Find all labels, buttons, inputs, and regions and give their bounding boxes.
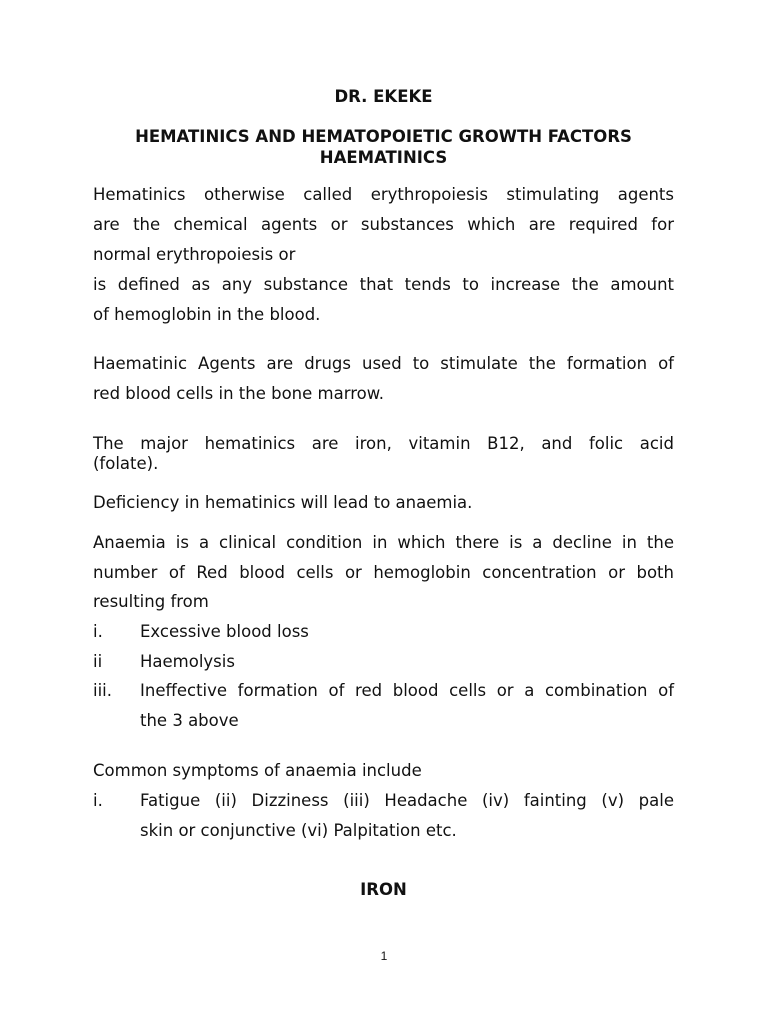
paragraph-5-line-1: Anaemia is a clinical condition in which there is a decline in the [93, 533, 674, 552]
paragraph-3-line-2: (folate). [93, 454, 159, 473]
paragraph-3-line-1: The major hematinics are iron, vitamin B12, and folic acid [93, 434, 674, 453]
paragraph-2-line-2: red blood cells in the bone marrow. [93, 384, 384, 403]
page-number: 1 [380, 949, 388, 963]
cause-2-text: Haemolysis [140, 652, 235, 671]
document-title: HEMATINICS AND HEMATOPOIETIC GROWTH FACTORS [135, 127, 632, 146]
symptoms-line-2: skin or conjunctive (vi) Palpitation etc. [140, 821, 457, 840]
paragraph-1-line-5: of hemoglobin in the blood. [93, 305, 321, 324]
cause-1-text: Excessive blood loss [140, 622, 309, 641]
paragraph-4: Deficiency in hematinics will lead to anaemia. [93, 493, 473, 512]
cause-3-line-1: Ineffective formation of red blood cells or a combination of [140, 681, 674, 700]
symptoms-marker: i. [93, 791, 103, 810]
cause-3-line-2: the 3 above [140, 711, 239, 730]
cause-2-marker: ii [93, 652, 103, 671]
paragraph-1-line-1: Hematinics otherwise called erythropoiesis stimulating agents [93, 185, 674, 204]
cause-3-marker: iii. [93, 681, 112, 700]
paragraph-5-line-2: number of Red blood cells or hemoglobin concentration or both [93, 563, 674, 582]
section-subtitle: HAEMATINICS [319, 148, 448, 167]
paragraph-1-line-2: are the chemical agents or substances which are required for [93, 215, 674, 234]
paragraph-1-line-3: normal erythropoiesis or [93, 245, 296, 264]
symptoms-line-1: Fatigue (ii) Dizziness (iii) Headache (iv) fainting (v) pale [140, 791, 674, 810]
paragraph-1-line-4: is defined as any substance that tends to increase the amount [93, 275, 674, 294]
symptoms-intro: Common symptoms of anaemia include [93, 761, 422, 780]
author-heading: DR. EKEKE [334, 87, 433, 106]
paragraph-5-line-3: resulting from [93, 592, 209, 611]
iron-section-heading: IRON [360, 880, 407, 899]
paragraph-2-line-1: Haematinic Agents are drugs used to stimulate the formation of [93, 354, 674, 373]
cause-1-marker: i. [93, 622, 103, 641]
